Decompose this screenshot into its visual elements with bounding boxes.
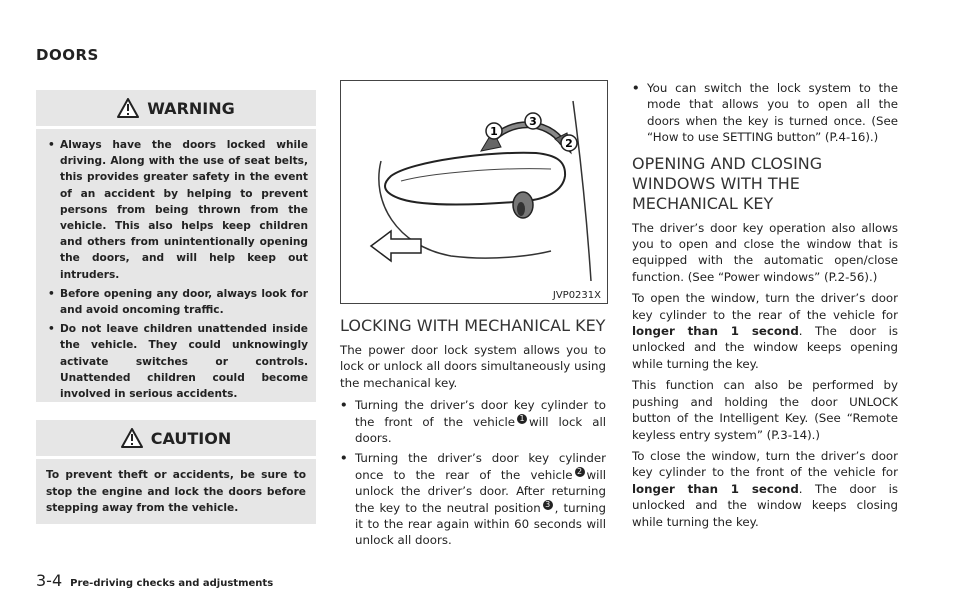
warning-list	[36, 129, 316, 402]
locking-heading: LOCKING WITH MECHANICAL KEY	[340, 316, 606, 335]
warning-triangle-icon	[117, 98, 139, 118]
locking-item-text: Turning the driver’s door key cylinder to the front of the vehicle	[355, 398, 606, 429]
locking-item-text: , turning it to the rear again within 60 seconds will unlock all doors.	[355, 500, 606, 548]
warning-item-text: Before opening any door, always look for and avoid oncoming traffic.	[60, 287, 308, 317]
bullet-icon: •	[340, 398, 348, 413]
windows-p3: This function can also be performed by pushing and holding the door UNLOCK button of the Intelligent Key. (See “Remote keyless entry system” (P.3-14).)	[632, 378, 898, 442]
marker-1: 1	[490, 125, 498, 138]
page-number: 3-4	[36, 571, 63, 590]
settings-item-text: You can switch the lock system to the mode that allows you to open all the doors when the key is turned once. (See “How to use SETTING button” (P.4-16).)	[647, 81, 898, 145]
windows-heading: OPENING AND CLOSING WINDOWS WITH THE MECHANICAL KEY	[632, 153, 823, 213]
windows-p1: The driver’s door key operation also allows you to open and close the window that is equipped with the automatic open/close function. (See “Power windows” (P.2-56).)	[632, 220, 898, 284]
locking-item-text: Turning the driver’s door key cylinder once to the rear of the vehicle	[355, 451, 606, 482]
caution-header	[36, 420, 316, 456]
caution-header-text: CAUTION	[150, 428, 232, 448]
warning-item-text: Do not leave children unattended inside the vehicle. They could unknowingly activate switches or controls. Unattended children could become involved in serious accidents.	[60, 323, 308, 401]
circled-number-2: 2	[575, 467, 585, 477]
section-title: DOORS	[36, 46, 99, 64]
locking-item-text: will lock all doors.	[355, 414, 607, 446]
locking-item	[340, 397, 606, 446]
locking-section	[340, 316, 606, 553]
warning-item	[48, 321, 308, 402]
page-footer	[36, 571, 273, 590]
warning-header	[36, 90, 316, 126]
windows-section	[632, 80, 898, 530]
locking-intro: The power door lock system allows you to lock or unlock all doors simultaneously using the mechanical key.	[340, 343, 606, 390]
caution-text: To prevent theft or accidents, be sure to stop the engine and lock the doors before stepping away from the vehicle.	[46, 469, 306, 515]
windows-p4	[632, 448, 898, 530]
warning-item	[48, 137, 308, 283]
footer-section-name: Pre-driving checks and adjustments	[70, 578, 274, 589]
circled-number-3: 3	[543, 500, 553, 510]
door-key-figure	[340, 80, 608, 304]
windows-p2-text: . The door is unlocked and the window keeps opening while turning the key.	[632, 324, 898, 371]
bullet-icon: •	[632, 81, 640, 95]
bullet-icon: •	[340, 451, 348, 466]
bullet-icon: •	[48, 323, 55, 336]
windows-p4-text: To close the window, turn the driver’s door key cylinder to the front of the vehicle for	[632, 448, 898, 480]
warning-box	[36, 90, 316, 402]
figure-id: JVP0231X	[552, 290, 601, 301]
circled-number-1: 1	[517, 414, 527, 424]
warning-item-text: Always have the doors locked while driving. Along with the use of seat belts, this provides greater safety in the event of an accident by helping to prevent persons from being thrown from the vehicle. This also helps keep children and others from unintentionally opening the doors, and will help keep out intruders.	[60, 139, 308, 281]
windows-p2	[632, 290, 898, 372]
locking-list	[340, 397, 606, 549]
windows-p2-text: To open the window, turn the driver’s door key cylinder to the rear of the vehicle for	[632, 291, 898, 322]
marker-3: 3	[529, 115, 537, 128]
marker-2: 2	[565, 137, 573, 150]
door-handle-illustration	[341, 81, 607, 303]
windows-p4-bold: longer than 1 second	[632, 481, 799, 496]
locking-item-text: will unlock the driver’s door. After returning the key to the neutral position	[355, 467, 606, 515]
warning-item	[48, 286, 308, 318]
bullet-icon: •	[48, 139, 55, 151]
bullet-icon: •	[48, 287, 55, 300]
settings-item	[632, 80, 898, 146]
warning-header-text: WARNING	[147, 98, 235, 118]
warning-triangle-icon	[121, 428, 143, 448]
windows-p4-text: . The door is unlocked and the window keeps closing while turning the key.	[632, 481, 898, 529]
settings-list	[632, 80, 898, 146]
windows-p2-bold: longer than 1 second	[632, 324, 799, 339]
locking-item	[340, 450, 606, 548]
caution-box	[36, 420, 316, 524]
